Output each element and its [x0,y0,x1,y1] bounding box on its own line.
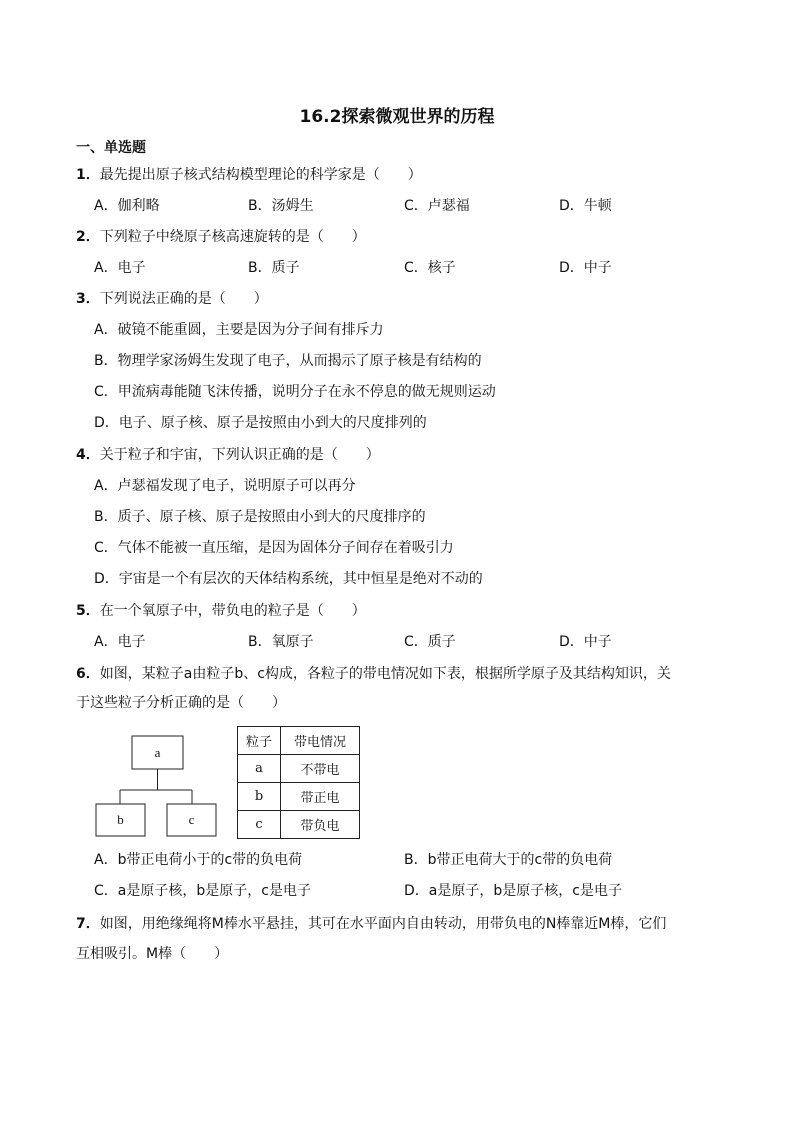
table-cell: 带负电 [281,811,360,839]
option-d: D．电子、原子核、原子是按照由小到大的尺度排列的 [94,415,427,431]
page-title: 16.2探索微观世界的历程 [299,107,495,127]
option-b: B．氧原子 [248,634,314,650]
question-5 [76,602,366,620]
question-number: 3． [76,291,100,307]
question-7 [76,915,666,933]
option-a: A．电子 [94,634,146,650]
option-c: C．气体不能被一直压缩，是因为固体分子间存在着吸引力 [94,540,454,556]
table-row [238,811,360,839]
table-row [238,783,360,811]
label-a: a [154,745,161,760]
option-b: B．物理学家汤姆生发现了电子，从而揭示了原子核是有结构的 [94,353,482,369]
option-b: B．质子、原子核、原子是按照由小到大的尺度排序的 [94,509,426,525]
question-text: 在一个氧原子中，带负电的粒子是（ ） [99,603,366,619]
column-header: 带电情况 [281,727,360,755]
option-c: C．核子 [404,260,456,276]
question-6 [76,665,671,683]
question-number: 2． [76,229,100,245]
option-a: A．破镜不能重圆，主要是因为分子间有排斥力 [94,322,384,338]
question-number: 6． [76,666,100,682]
particle-structure-diagram [94,724,224,840]
option-c: C．甲流病毒能随飞沫传播，说明分子在永不停息的做无规则运动 [94,384,496,400]
table-row [238,755,360,783]
option-a: A．b带正电荷小于的c带的负电荷 [94,852,303,868]
question-number: 4． [76,447,100,463]
question-6-continued: 于这些粒子分析正确的是（ ） [76,695,286,711]
table-header-row [238,727,360,755]
question-text: 如图，用绝缘绳将M棒水平悬挂，其可在水平面内自由转动，用带负电的N棒靠近M棒，它们 [99,916,667,932]
question-text: 下列说法正确的是（ ） [99,291,268,307]
section-heading: 一、单选题 [76,140,146,156]
option-b: B．质子 [248,260,300,276]
question-number: 1． [76,167,100,183]
question-1 [76,166,422,184]
question-text: 最先提出原子核式结构模型理论的科学家是（ ） [99,167,422,183]
option-c: C．a是原子核，b是原子，c是电子 [94,883,311,899]
label-b: b [117,812,124,827]
question-text: 如图，某粒子a由粒子b、c构成，各粒子的带电情况如下表，根据所学原子及其结构知识，关 [99,666,671,682]
option-d: D．中子 [559,634,612,650]
question-number: 7． [76,916,100,932]
column-header: 粒子 [238,727,281,755]
table-cell: b [238,783,281,811]
question-text: 关于粒子和宇宙，下列认识正确的是（ ） [99,447,380,463]
question-3 [76,290,268,308]
question-7-continued: 互相吸引。M棒（ ） [76,946,229,962]
charge-table [237,726,360,839]
option-b: B．汤姆生 [248,198,314,214]
option-c: C．卢瑟福 [404,198,470,214]
option-d: D．牛顿 [559,198,612,214]
option-c: C．质子 [404,634,456,650]
table-cell: a [238,755,281,783]
table-cell: 带正电 [281,783,360,811]
option-d: D．中子 [559,260,612,276]
question-4 [76,446,380,464]
option-b: B．b带正电荷大于的c带的负电荷 [404,852,613,868]
option-a: A．伽利略 [94,198,160,214]
question-number: 5． [76,603,100,619]
question-text: 下列粒子中绕原子核高速旋转的是（ ） [99,229,366,245]
table-cell: 不带电 [281,755,360,783]
option-d: D．a是原子，b是原子核，c是电子 [404,883,622,899]
option-a: A．卢瑟福发现了电子，说明原子可以再分 [94,478,356,494]
option-d: D．宇宙是一个有层次的天体结构系统，其中恒星是绝对不动的 [94,571,483,587]
option-a: A．电子 [94,260,146,276]
label-c: c [188,812,195,827]
question-2 [76,228,366,246]
table-cell: c [238,811,281,839]
